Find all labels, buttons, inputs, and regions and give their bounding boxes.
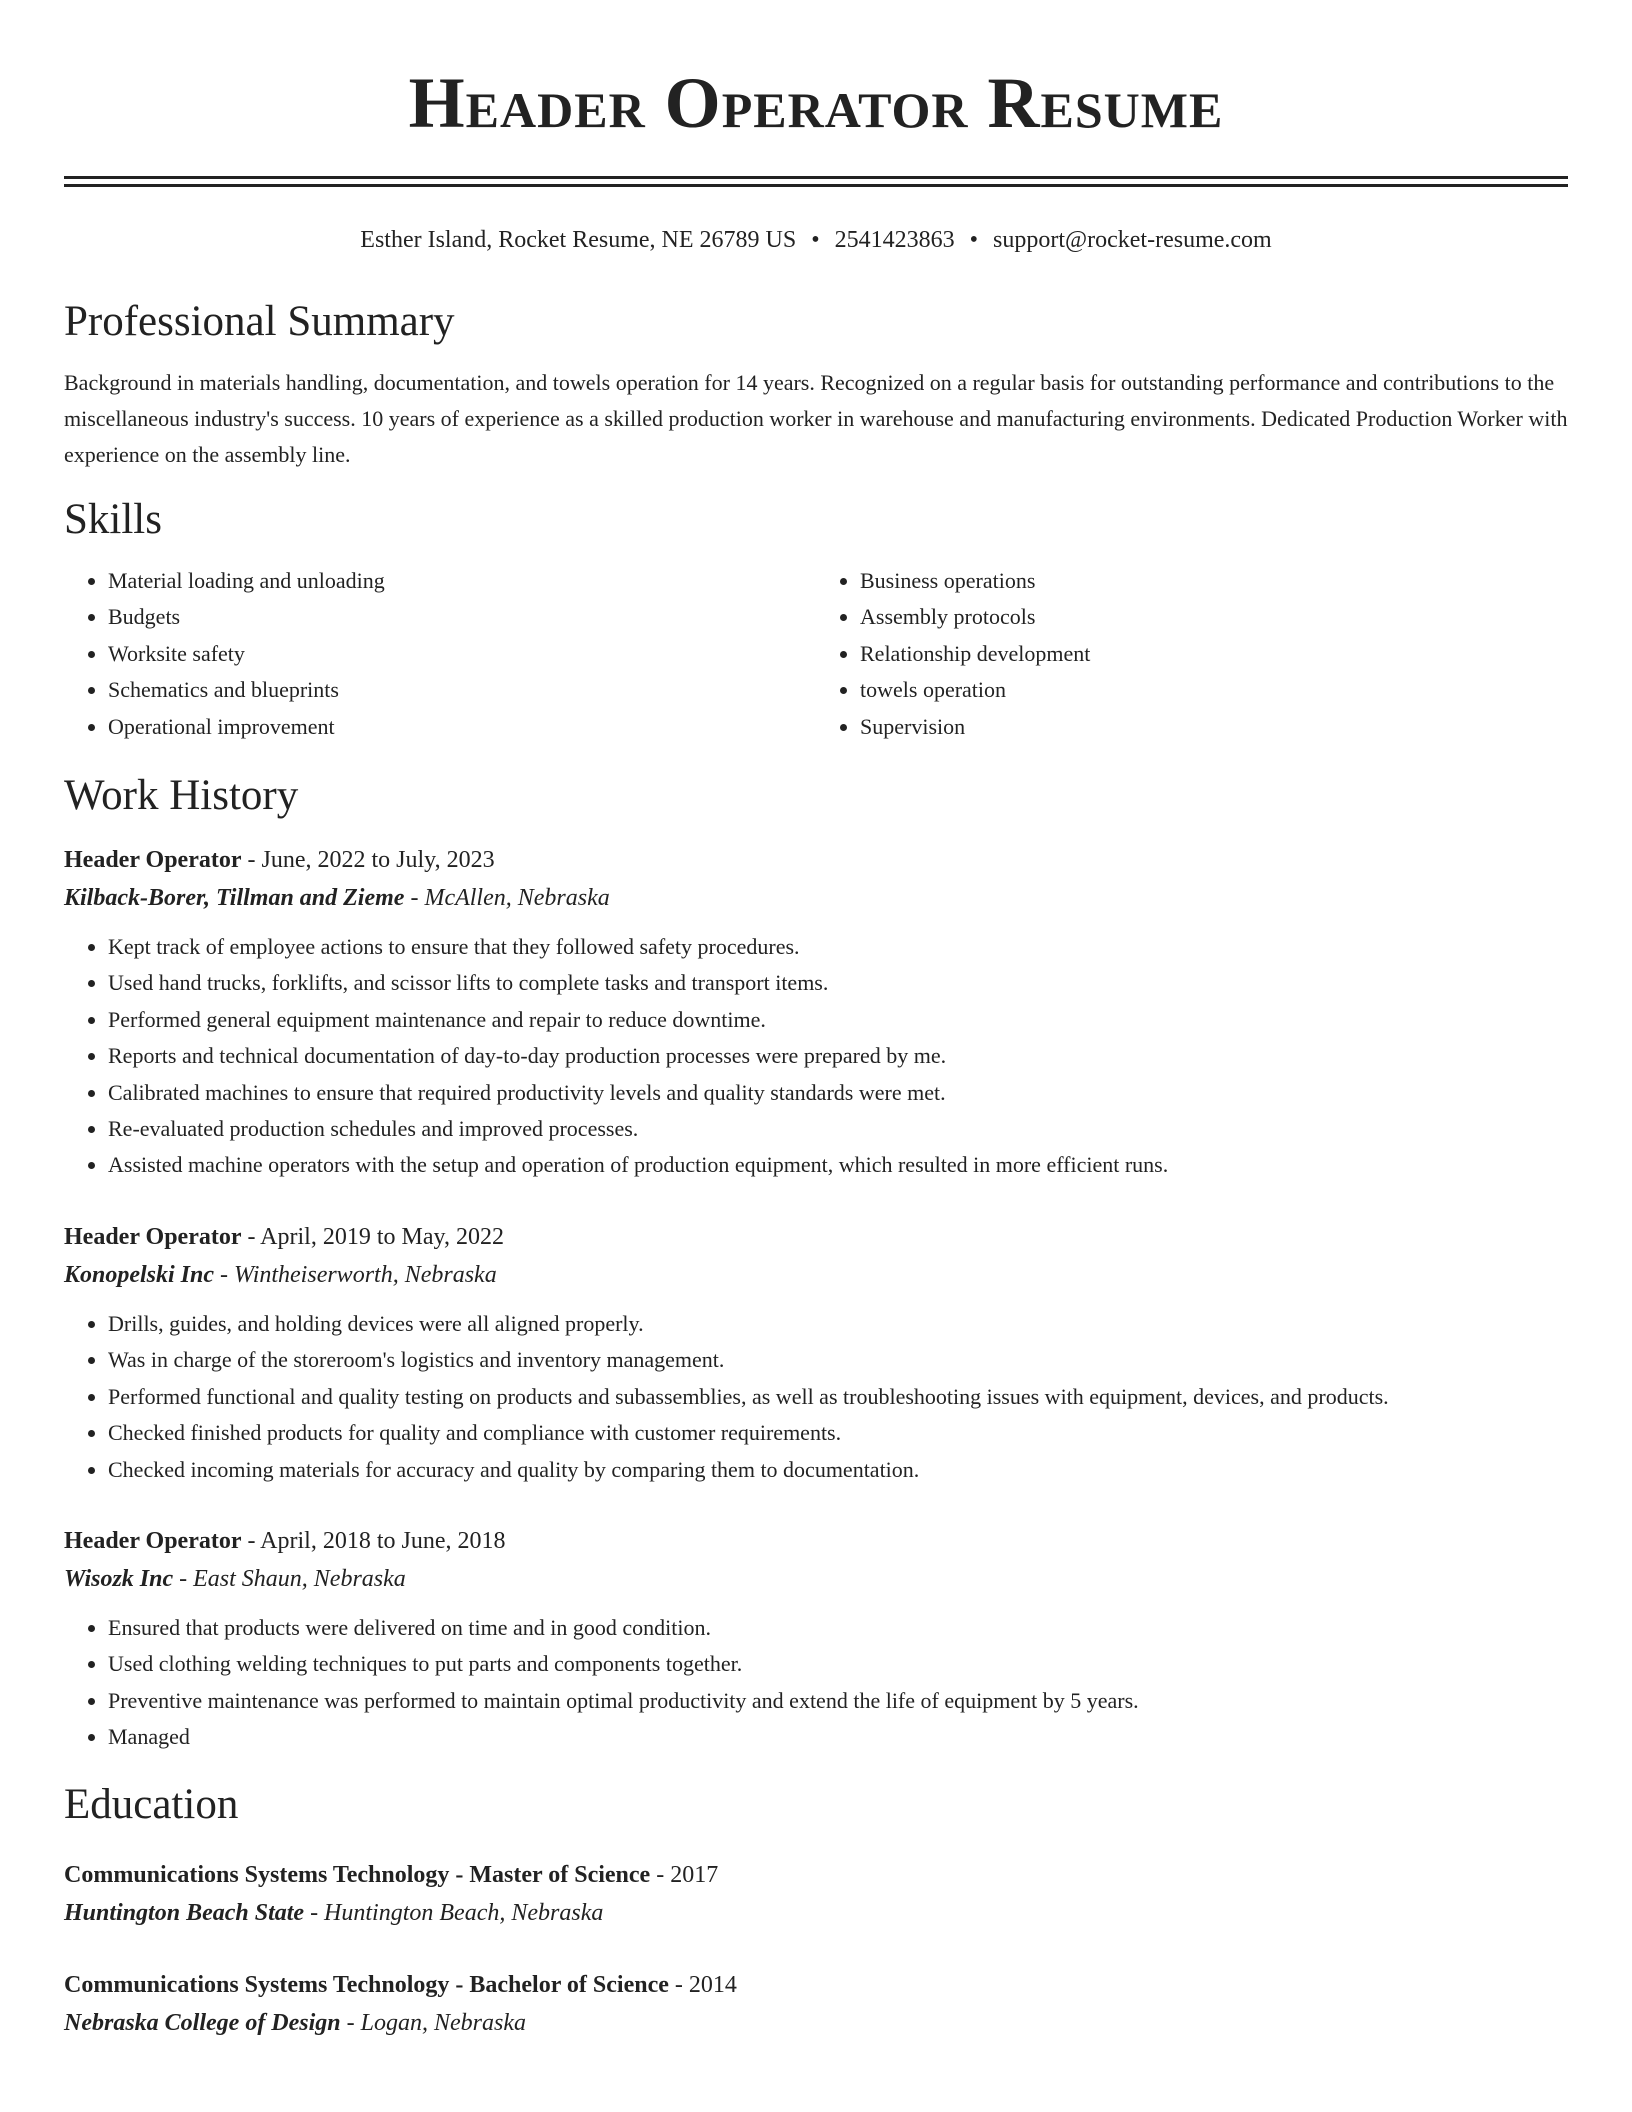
skill-item: • Operational improvement <box>108 709 816 745</box>
skills-list-right <box>816 563 1568 745</box>
contact-separator: • <box>811 227 820 253</box>
job-duty: • Managed <box>108 1719 1568 1755</box>
education-degree: Communications Systems Technology - Master of Science <box>64 1861 651 1888</box>
education-year: - 2014 <box>668 1971 737 1998</box>
job-duty: • Was in charge of the storeroom's logistics and inventory management. <box>108 1342 1568 1378</box>
skill-item: • towels operation <box>860 672 1568 708</box>
job-duty: • Drills, guides, and holding devices were all aligned properly. <box>108 1306 1568 1342</box>
job-company: Wisozk Inc <box>64 1565 174 1592</box>
job-duty: • Checked incoming materials for accuracy and quality by comparing them to documentation. <box>108 1452 1568 1488</box>
education-school: Nebraska College of Design <box>64 2009 341 2036</box>
page-title: Header Operator Resume <box>408 63 1224 143</box>
job-dates: - June, 2022 to July, 2023 <box>241 847 495 874</box>
job-duty: • Used hand trucks, forklifts, and scissor lifts to complete tasks and transport items. <box>108 965 1568 1001</box>
job-duty: • Reports and technical documentation of day-to-day production processes were prepared by me. <box>108 1038 1568 1074</box>
job-location: - East Shaun, Nebraska <box>173 1565 406 1592</box>
skill-item: • Material loading and unloading <box>108 563 816 599</box>
summary-heading: Professional Summary <box>64 298 455 345</box>
skills-columns <box>64 563 1568 745</box>
education-school-line <box>64 2004 1568 2042</box>
skill-item: • Assembly protocols <box>860 599 1568 635</box>
job-title-line <box>64 841 1568 879</box>
contact-address: Esther Island, Rocket Resume, NE 26789 US <box>360 227 797 253</box>
job-title: Header Operator <box>64 1527 242 1554</box>
education-school: Huntington Beach State <box>64 1899 305 1926</box>
job-duty: • Used clothing welding techniques to put parts and components together. <box>108 1646 1568 1682</box>
job-duty: • Assisted machine operators with the setup and operation of production equipment, which resulted in more efficient runs. <box>108 1147 1568 1183</box>
education-entry <box>64 1966 1568 2042</box>
job-company-line <box>64 879 1568 917</box>
job-entry <box>64 1522 1568 1756</box>
skills-heading: Skills <box>64 496 162 543</box>
title-double-rule <box>64 176 1568 187</box>
education-location: - Logan, Nebraska <box>340 2009 526 2036</box>
job-company-line <box>64 1256 1568 1294</box>
job-duty: • Re-evaluated production schedules and improved processes. <box>108 1111 1568 1147</box>
job-title: Header Operator <box>64 847 242 874</box>
contact-email: support@rocket-resume.com <box>993 227 1272 253</box>
education-heading: Education <box>64 1780 239 1828</box>
contact-line <box>64 225 1568 255</box>
job-duties <box>64 1306 1568 1488</box>
job-company: Kilback-Borer, Tillman and Zieme <box>64 885 405 912</box>
job-entry <box>64 841 1568 1184</box>
job-company-line <box>64 1560 1568 1598</box>
job-duty: • Kept track of employee actions to ensure that they followed safety procedures. <box>108 929 1568 965</box>
job-duty: • Checked finished products for quality and compliance with customer requirements. <box>108 1415 1568 1451</box>
job-dates: - April, 2019 to May, 2022 <box>241 1223 504 1250</box>
job-duty: • Performed general equipment maintenance and repair to reduce downtime. <box>108 1002 1568 1038</box>
skill-item: • Supervision <box>860 709 1568 745</box>
job-duties <box>64 929 1568 1184</box>
skills-list-left <box>64 563 816 745</box>
skill-item: • Schematics and blueprints <box>108 672 816 708</box>
job-duty: • Performed functional and quality testing on products and subassemblies, as well as troubleshooting issues with equipment, devices, and products. <box>108 1379 1568 1415</box>
job-location: - Wintheiserworth, Nebraska <box>214 1261 497 1288</box>
contact-separator: • <box>969 227 979 253</box>
job-title-line <box>64 1218 1568 1256</box>
education-entry <box>64 1856 1568 1932</box>
job-duty: • Ensured that products were delivered on time and in good condition. <box>108 1610 1568 1646</box>
education-degree: Communications Systems Technology - Bachelor of Science <box>64 1971 669 1998</box>
skill-item: • Relationship development <box>860 636 1568 672</box>
job-dates: - April, 2018 to June, 2018 <box>241 1527 506 1554</box>
education-location: - Huntington Beach, Nebraska <box>304 1899 604 1926</box>
job-duty: • Calibrated machines to ensure that required productivity levels and quality standards were met. <box>108 1075 1568 1111</box>
work-history-heading: Work History <box>64 772 299 820</box>
job-duties <box>64 1610 1568 1756</box>
job-company: Konopelski Inc <box>64 1261 215 1288</box>
education-degree-line <box>64 1966 1568 2004</box>
skill-item: • Worksite safety <box>108 636 816 672</box>
education-degree-line <box>64 1856 1568 1894</box>
education-school-line <box>64 1894 1568 1932</box>
skill-item: • Budgets <box>108 599 816 635</box>
job-title-line <box>64 1522 1568 1560</box>
job-duty: • Preventive maintenance was performed to maintain optimal productivity and extend the life of equipment by 5 years. <box>108 1683 1568 1719</box>
contact-phone: 2541423863 <box>834 227 955 253</box>
education-year: - 2017 <box>650 1861 719 1888</box>
job-location: - McAllen, Nebraska <box>404 885 610 912</box>
skill-item: • Business operations <box>860 563 1568 599</box>
summary-text: Background in materials handling, documentation, and towels operation for 14 years. Recognized on a regular basis for outstanding performance and contributions to the miscellaneous industry's success. 10 years of experience as a skilled production worker in warehouse and manufacturing environments. Dedicated Production Worker with experience on the assembly line. <box>64 370 1568 467</box>
job-entry <box>64 1218 1568 1488</box>
job-title: Header Operator <box>64 1223 242 1250</box>
